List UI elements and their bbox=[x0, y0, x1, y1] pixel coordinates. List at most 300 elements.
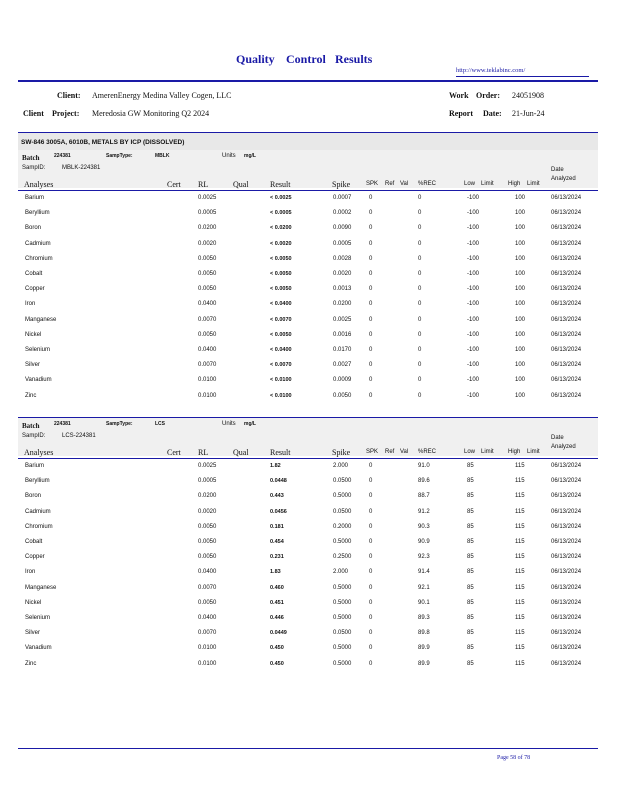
rl-cell: 0.0400 bbox=[198, 615, 217, 621]
spk-ref-cell: 0 bbox=[369, 660, 373, 667]
high-limit-cell: 115 bbox=[515, 523, 525, 530]
workorder-label-b: Order: bbox=[476, 91, 500, 100]
high-limit-cell: 115 bbox=[515, 584, 525, 591]
samptype-value: LCS bbox=[155, 421, 165, 427]
rec-cell: 0 bbox=[418, 362, 422, 369]
spike-cell: 0.0500 bbox=[333, 630, 352, 637]
reportdate-value: 21-Jun-24 bbox=[512, 109, 545, 118]
low-limit-cell: 85 bbox=[467, 569, 474, 576]
rec-cell: 0 bbox=[418, 240, 422, 247]
analyte-cell: Beryllium bbox=[25, 478, 50, 485]
sampid-value: LCS-224381 bbox=[62, 433, 96, 439]
high-limit-cell: 115 bbox=[515, 569, 525, 576]
rec-cell: 90.3 bbox=[418, 523, 430, 530]
workorder-value: 24051908 bbox=[512, 91, 544, 100]
url-underline bbox=[456, 76, 589, 77]
analyte-cell: Cadmium bbox=[25, 240, 51, 247]
rec-cell: 0 bbox=[418, 195, 422, 201]
date-analyzed-cell: 06/13/2024 bbox=[551, 271, 582, 277]
rec-cell: 91.0 bbox=[418, 463, 430, 469]
header-top-rule bbox=[18, 80, 598, 82]
spike-cell: 0.5000 bbox=[333, 645, 352, 652]
col-ref: Ref bbox=[385, 449, 395, 455]
reportdate-label-a: Report bbox=[449, 109, 473, 118]
spk-ref-cell: 0 bbox=[369, 554, 373, 561]
rl-cell: 0.0400 bbox=[198, 301, 217, 308]
analyte-cell: Manganese bbox=[25, 316, 57, 323]
analyte-cell: Boron bbox=[25, 493, 42, 500]
date-analyzed-cell: 06/13/2024 bbox=[551, 377, 582, 384]
rec-cell: 0 bbox=[418, 255, 422, 262]
column-header-rule bbox=[18, 190, 598, 191]
date-analyzed-cell: 06/13/2024 bbox=[551, 478, 582, 485]
rl-cell: 0.0100 bbox=[198, 377, 217, 384]
lab-url-link[interactable]: http://www.teklabinc.com/ bbox=[456, 67, 526, 74]
high-limit-cell: 100 bbox=[515, 271, 526, 277]
high-limit-cell: 115 bbox=[515, 478, 525, 485]
result-cell: 0.231 bbox=[270, 554, 284, 561]
sampid-label: SampID: bbox=[22, 165, 46, 171]
rl-cell: 0.0050 bbox=[198, 286, 217, 293]
low-limit-cell: 85 bbox=[467, 584, 474, 591]
rl-cell: 0.0100 bbox=[198, 392, 217, 399]
high-limit-cell: 115 bbox=[515, 554, 525, 561]
spike-cell: 2.000 bbox=[333, 463, 349, 469]
analyte-cell: Silver bbox=[25, 630, 41, 637]
spk-ref-cell: 0 bbox=[369, 463, 373, 469]
col-low: Low bbox=[464, 181, 476, 187]
rl-cell: 0.0200 bbox=[198, 225, 217, 232]
reportdate-label-b: Date: bbox=[483, 109, 502, 118]
date-analyzed-cell: 06/13/2024 bbox=[551, 463, 582, 469]
date-label: Date bbox=[551, 167, 564, 173]
high-limit-cell: 100 bbox=[515, 210, 526, 217]
rl-cell: 0.0070 bbox=[198, 362, 217, 369]
analyte-cell: Barium bbox=[25, 195, 45, 201]
low-limit-cell: 85 bbox=[467, 630, 474, 637]
low-limit-cell: -100 bbox=[467, 240, 480, 247]
spike-cell: 0.0170 bbox=[333, 347, 352, 353]
rl-cell: 0.0050 bbox=[198, 331, 217, 338]
page-number: Page 58 of 78 bbox=[497, 755, 531, 761]
spike-cell: 0.0009 bbox=[333, 377, 352, 384]
low-limit-cell: -100 bbox=[467, 392, 480, 399]
high-limit-cell: 100 bbox=[515, 286, 526, 293]
spike-cell: 0.0028 bbox=[333, 255, 352, 262]
rl-cell: 0.0050 bbox=[198, 523, 217, 530]
analyte-cell: Nickel bbox=[25, 331, 42, 338]
low-limit-cell: -100 bbox=[467, 377, 480, 384]
spk-ref-cell: 0 bbox=[369, 286, 373, 293]
analyte-cell: Cobalt bbox=[25, 271, 43, 277]
rl-cell: 0.0005 bbox=[198, 210, 217, 217]
col-ref: Ref bbox=[385, 181, 395, 187]
rl-cell: 0.0020 bbox=[198, 240, 217, 247]
result-cell: < 0.0070 bbox=[270, 362, 292, 369]
analyte-cell: Vanadium bbox=[25, 377, 52, 384]
date-analyzed-cell: 06/13/2024 bbox=[551, 331, 582, 338]
analyte-cell: Cobalt bbox=[25, 539, 43, 545]
analyte-cell: Zinc bbox=[25, 392, 37, 399]
rec-cell: 0 bbox=[418, 331, 422, 338]
col-val: Val bbox=[400, 181, 409, 187]
date-analyzed-cell: 06/13/2024 bbox=[551, 615, 582, 621]
col-high-limit: Limit bbox=[527, 449, 540, 455]
high-limit-cell: 115 bbox=[515, 463, 525, 469]
project-label-a: Client bbox=[23, 109, 44, 118]
analyte-cell: Barium bbox=[25, 463, 45, 469]
low-limit-cell: 85 bbox=[467, 478, 474, 485]
spk-ref-cell: 0 bbox=[369, 523, 373, 530]
rec-cell: 0 bbox=[418, 225, 422, 232]
footer-rule bbox=[18, 748, 598, 749]
analyte-cell: Chromium bbox=[25, 523, 53, 530]
rl-cell: 0.0070 bbox=[198, 630, 217, 637]
date-analyzed-cell: 06/13/2024 bbox=[551, 316, 582, 323]
spike-cell: 0.0016 bbox=[333, 331, 352, 338]
col-low-limit: Limit bbox=[481, 449, 494, 455]
date-analyzed-cell: 06/13/2024 bbox=[551, 392, 582, 399]
result-cell: 0.460 bbox=[270, 584, 284, 591]
high-limit-cell: 100 bbox=[515, 225, 526, 232]
spike-cell: 0.0020 bbox=[333, 271, 352, 277]
low-limit-cell: -100 bbox=[467, 316, 480, 323]
spike-cell: 2.000 bbox=[333, 569, 349, 576]
result-cell: 0.446 bbox=[270, 615, 284, 621]
spike-cell: 0.2000 bbox=[333, 523, 352, 530]
analyte-cell: Silver bbox=[25, 362, 41, 369]
col-result: Result bbox=[270, 180, 291, 189]
high-limit-cell: 115 bbox=[515, 615, 525, 621]
title-quality: Quality bbox=[236, 52, 275, 66]
units-value: mg/L bbox=[244, 153, 256, 159]
batch-value: 224381 bbox=[54, 421, 71, 427]
rl-cell: 0.0070 bbox=[198, 316, 217, 323]
date-analyzed-cell: 06/13/2024 bbox=[551, 599, 582, 606]
result-cell: < 0.0020 bbox=[270, 240, 292, 247]
low-limit-cell: -100 bbox=[467, 225, 480, 232]
spk-ref-cell: 0 bbox=[369, 331, 373, 338]
analyte-cell: Iron bbox=[25, 301, 36, 308]
high-limit-cell: 100 bbox=[515, 347, 526, 353]
rl-cell: 0.0025 bbox=[198, 463, 217, 469]
analyte-cell: Selenium bbox=[25, 347, 51, 353]
result-cell: 0.454 bbox=[270, 539, 284, 545]
section-title: SW-846 3005A, 6010B, METALS BY ICP (DISSOLVED) bbox=[21, 139, 185, 146]
project-label-b: Project: bbox=[52, 109, 80, 118]
client-label: Client: bbox=[57, 91, 81, 100]
high-limit-cell: 115 bbox=[515, 493, 525, 500]
high-limit-cell: 100 bbox=[515, 316, 526, 323]
high-limit-cell: 100 bbox=[515, 392, 526, 399]
date-analyzed-cell: 06/13/2024 bbox=[551, 554, 582, 561]
col-high: High bbox=[508, 449, 521, 455]
result-cell: < 0.0400 bbox=[270, 301, 292, 308]
rl-cell: 0.0100 bbox=[198, 645, 217, 652]
col-rl: RL bbox=[198, 448, 209, 457]
high-limit-cell: 100 bbox=[515, 240, 526, 247]
rec-cell: 92.3 bbox=[418, 554, 430, 561]
spike-cell: 0.0013 bbox=[333, 286, 352, 293]
date-analyzed-cell: 06/13/2024 bbox=[551, 508, 582, 515]
col-low: Low bbox=[464, 449, 476, 455]
spk-ref-cell: 0 bbox=[369, 392, 373, 399]
low-limit-cell: 85 bbox=[467, 615, 474, 621]
spk-ref-cell: 0 bbox=[369, 195, 373, 201]
rl-cell: 0.0050 bbox=[198, 255, 217, 262]
date-analyzed-cell: 06/13/2024 bbox=[551, 240, 582, 247]
date-label: Date bbox=[551, 435, 564, 441]
low-limit-cell: -100 bbox=[467, 255, 480, 262]
batch-label: Batch bbox=[22, 422, 40, 430]
high-limit-cell: 100 bbox=[515, 195, 526, 201]
col-rec: %REC bbox=[418, 449, 437, 455]
col-result: Result bbox=[270, 448, 291, 457]
rec-cell: 92.1 bbox=[418, 584, 430, 591]
low-limit-cell: -100 bbox=[467, 195, 480, 201]
low-limit-cell: -100 bbox=[467, 210, 480, 217]
rec-cell: 91.2 bbox=[418, 508, 430, 515]
date-analyzed-cell: 06/13/2024 bbox=[551, 286, 582, 293]
rl-cell: 0.0050 bbox=[198, 271, 217, 277]
rl-cell: 0.0400 bbox=[198, 347, 217, 353]
analyte-cell: Cadmium bbox=[25, 508, 51, 515]
result-cell: 0.0456 bbox=[270, 508, 287, 515]
high-limit-cell: 100 bbox=[515, 301, 526, 308]
date-analyzed-cell: 06/13/2024 bbox=[551, 301, 582, 308]
col-qual: Qual bbox=[233, 448, 249, 457]
samptype-label: SampType: bbox=[106, 153, 133, 159]
batch-label: Batch bbox=[22, 154, 40, 162]
date-analyzed-cell: 06/13/2024 bbox=[551, 255, 582, 262]
result-cell: 0.451 bbox=[270, 599, 284, 606]
spike-cell: 0.0005 bbox=[333, 240, 352, 247]
spk-ref-cell: 0 bbox=[369, 630, 373, 637]
result-cell: < 0.0200 bbox=[270, 225, 292, 232]
high-limit-cell: 100 bbox=[515, 377, 526, 384]
date-analyzed-cell: 06/13/2024 bbox=[551, 630, 582, 637]
low-limit-cell: 85 bbox=[467, 660, 474, 667]
result-cell: < 0.0100 bbox=[270, 392, 292, 399]
high-limit-cell: 115 bbox=[515, 539, 525, 545]
col-spk: SPK bbox=[366, 181, 379, 187]
date-analyzed-cell: 06/13/2024 bbox=[551, 660, 582, 667]
rl-cell: 0.0050 bbox=[198, 599, 217, 606]
date-analyzed-cell: 06/13/2024 bbox=[551, 225, 582, 232]
rec-cell: 91.4 bbox=[418, 569, 430, 576]
analyte-cell: Nickel bbox=[25, 599, 42, 606]
col-rl: RL bbox=[198, 180, 209, 189]
rec-cell: 0 bbox=[418, 210, 422, 217]
analyte-cell: Copper bbox=[25, 554, 45, 561]
spk-ref-cell: 0 bbox=[369, 316, 373, 323]
analyte-cell: Selenium bbox=[25, 615, 51, 621]
rec-cell: 88.7 bbox=[418, 493, 430, 500]
high-limit-cell: 100 bbox=[515, 331, 526, 338]
result-cell: < 0.0050 bbox=[270, 286, 292, 293]
spike-cell: 0.0200 bbox=[333, 301, 352, 308]
col-spike: Spike bbox=[332, 448, 351, 457]
spk-ref-cell: 0 bbox=[369, 508, 373, 515]
rec-cell: 89.3 bbox=[418, 615, 430, 621]
result-cell: < 0.0025 bbox=[270, 195, 292, 201]
col-rec: %REC bbox=[418, 181, 437, 187]
analyte-cell: Copper bbox=[25, 286, 45, 293]
low-limit-cell: 85 bbox=[467, 493, 474, 500]
spk-ref-cell: 0 bbox=[369, 225, 373, 232]
high-limit-cell: 100 bbox=[515, 362, 526, 369]
rl-cell: 0.0020 bbox=[198, 508, 217, 515]
result-cell: < 0.0400 bbox=[270, 347, 292, 353]
date-analyzed-cell: 06/13/2024 bbox=[551, 539, 582, 545]
low-limit-cell: 85 bbox=[467, 599, 474, 606]
rl-cell: 0.0070 bbox=[198, 584, 217, 591]
high-limit-cell: 115 bbox=[515, 508, 525, 515]
col-high: High bbox=[508, 181, 521, 187]
analyte-cell: Manganese bbox=[25, 584, 57, 591]
result-cell: 0.0449 bbox=[270, 630, 287, 637]
low-limit-cell: 85 bbox=[467, 539, 474, 545]
low-limit-cell: -100 bbox=[467, 331, 480, 338]
result-cell: 1.83 bbox=[270, 569, 281, 576]
col-qual: Qual bbox=[233, 180, 249, 189]
batch-value: 224381 bbox=[54, 153, 71, 159]
high-limit-cell: 115 bbox=[515, 599, 525, 606]
spike-cell: 0.0025 bbox=[333, 316, 352, 323]
sampid-label: SampID: bbox=[22, 433, 46, 439]
low-limit-cell: -100 bbox=[467, 301, 480, 308]
analyte-cell: Vanadium bbox=[25, 645, 52, 652]
high-limit-cell: 115 bbox=[515, 630, 525, 637]
rl-cell: 0.0005 bbox=[198, 478, 217, 485]
high-limit-cell: 115 bbox=[515, 645, 525, 652]
spike-cell: 0.5000 bbox=[333, 660, 352, 667]
rl-cell: 0.0200 bbox=[198, 493, 217, 500]
rl-cell: 0.0400 bbox=[198, 569, 217, 576]
units-label: Units bbox=[222, 153, 236, 159]
result-cell: < 0.0100 bbox=[270, 377, 292, 384]
low-limit-cell: -100 bbox=[467, 286, 480, 293]
title-results: Results bbox=[335, 52, 373, 66]
date-analyzed-cell: 06/13/2024 bbox=[551, 195, 582, 201]
date-analyzed-cell: 06/13/2024 bbox=[551, 569, 582, 576]
low-limit-cell: 85 bbox=[467, 523, 474, 530]
spk-ref-cell: 0 bbox=[369, 599, 373, 606]
spk-ref-cell: 0 bbox=[369, 377, 373, 384]
rl-cell: 0.0025 bbox=[198, 195, 217, 201]
result-cell: 0.443 bbox=[270, 493, 284, 500]
date-analyzed-cell: 06/13/2024 bbox=[551, 210, 582, 217]
samptype-value: MBLK bbox=[155, 153, 170, 159]
column-header-rule bbox=[18, 458, 598, 459]
high-limit-cell: 115 bbox=[515, 660, 525, 667]
spike-cell: 0.0002 bbox=[333, 210, 352, 217]
rec-cell: 0 bbox=[418, 316, 422, 323]
analyte-cell: Iron bbox=[25, 569, 36, 576]
project-value: Meredosia GW Monitoring Q2 2024 bbox=[92, 109, 210, 118]
result-cell: 0.450 bbox=[270, 660, 284, 667]
spike-cell: 0.5000 bbox=[333, 539, 352, 545]
spk-ref-cell: 0 bbox=[369, 240, 373, 247]
spike-cell: 0.0500 bbox=[333, 478, 352, 485]
spk-ref-cell: 0 bbox=[369, 347, 373, 353]
date-analyzed-cell: 06/13/2024 bbox=[551, 362, 582, 369]
spike-cell: 0.2500 bbox=[333, 554, 352, 561]
spk-ref-cell: 0 bbox=[369, 584, 373, 591]
result-cell: < 0.0005 bbox=[270, 210, 292, 217]
client-value: AmerenEnergy Medina Valley Cogen, LLC bbox=[92, 91, 232, 100]
result-cell: < 0.0050 bbox=[270, 271, 292, 277]
title-control: Control bbox=[286, 52, 326, 66]
spk-ref-cell: 0 bbox=[369, 210, 373, 217]
low-limit-cell: 85 bbox=[467, 645, 474, 652]
date-analyzed-cell: 06/13/2024 bbox=[551, 523, 582, 530]
analyte-cell: Beryllium bbox=[25, 210, 50, 217]
col-low-limit: Limit bbox=[481, 181, 494, 187]
rl-cell: 0.0050 bbox=[198, 539, 217, 545]
low-limit-cell: 85 bbox=[467, 508, 474, 515]
samptype-label: SampType: bbox=[106, 421, 133, 427]
col-analyses: Analyses bbox=[24, 448, 54, 457]
spk-ref-cell: 0 bbox=[369, 271, 373, 277]
spk-ref-cell: 0 bbox=[369, 615, 373, 621]
rec-cell: 89.9 bbox=[418, 645, 430, 652]
analyzed-label: Analyzed bbox=[551, 176, 576, 182]
analyte-cell: Zinc bbox=[25, 660, 37, 667]
spk-ref-cell: 0 bbox=[369, 569, 373, 576]
spike-cell: 0.0090 bbox=[333, 225, 352, 232]
spike-cell: 0.0050 bbox=[333, 392, 352, 399]
spk-ref-cell: 0 bbox=[369, 493, 373, 500]
spk-ref-cell: 0 bbox=[369, 362, 373, 369]
col-cert: Cert bbox=[167, 448, 181, 457]
spike-cell: 0.0027 bbox=[333, 362, 352, 369]
result-cell: 0.0448 bbox=[270, 478, 287, 485]
result-cell: 0.450 bbox=[270, 645, 284, 652]
units-value: mg/L bbox=[244, 421, 256, 427]
low-limit-cell: 85 bbox=[467, 463, 474, 469]
col-cert: Cert bbox=[167, 180, 181, 189]
spike-cell: 0.0500 bbox=[333, 508, 352, 515]
low-limit-cell: -100 bbox=[467, 362, 480, 369]
spike-cell: 0.5000 bbox=[333, 615, 352, 621]
result-cell: < 0.0050 bbox=[270, 255, 292, 262]
rec-cell: 0 bbox=[418, 301, 422, 308]
spike-cell: 0.5000 bbox=[333, 584, 352, 591]
workorder-label-a: Work bbox=[449, 91, 469, 100]
high-limit-cell: 100 bbox=[515, 255, 526, 262]
low-limit-cell: -100 bbox=[467, 271, 480, 277]
rec-cell: 89.9 bbox=[418, 660, 430, 667]
rec-cell: 89.6 bbox=[418, 478, 430, 485]
sampid-value: MBLK-224381 bbox=[62, 165, 101, 171]
spk-ref-cell: 0 bbox=[369, 478, 373, 485]
low-limit-cell: 85 bbox=[467, 554, 474, 561]
col-analyses: Analyses bbox=[24, 180, 54, 189]
result-cell: 0.181 bbox=[270, 523, 284, 530]
rec-cell: 0 bbox=[418, 377, 422, 384]
spike-cell: 0.5000 bbox=[333, 599, 352, 606]
col-spk: SPK bbox=[366, 449, 379, 455]
rec-cell: 0 bbox=[418, 286, 422, 293]
analyte-cell: Chromium bbox=[25, 255, 53, 262]
analyte-cell: Boron bbox=[25, 225, 42, 232]
units-label: Units bbox=[222, 421, 236, 427]
date-analyzed-cell: 06/13/2024 bbox=[551, 347, 582, 353]
spike-cell: 0.0007 bbox=[333, 195, 352, 201]
spk-ref-cell: 0 bbox=[369, 539, 373, 545]
date-analyzed-cell: 06/13/2024 bbox=[551, 645, 582, 652]
